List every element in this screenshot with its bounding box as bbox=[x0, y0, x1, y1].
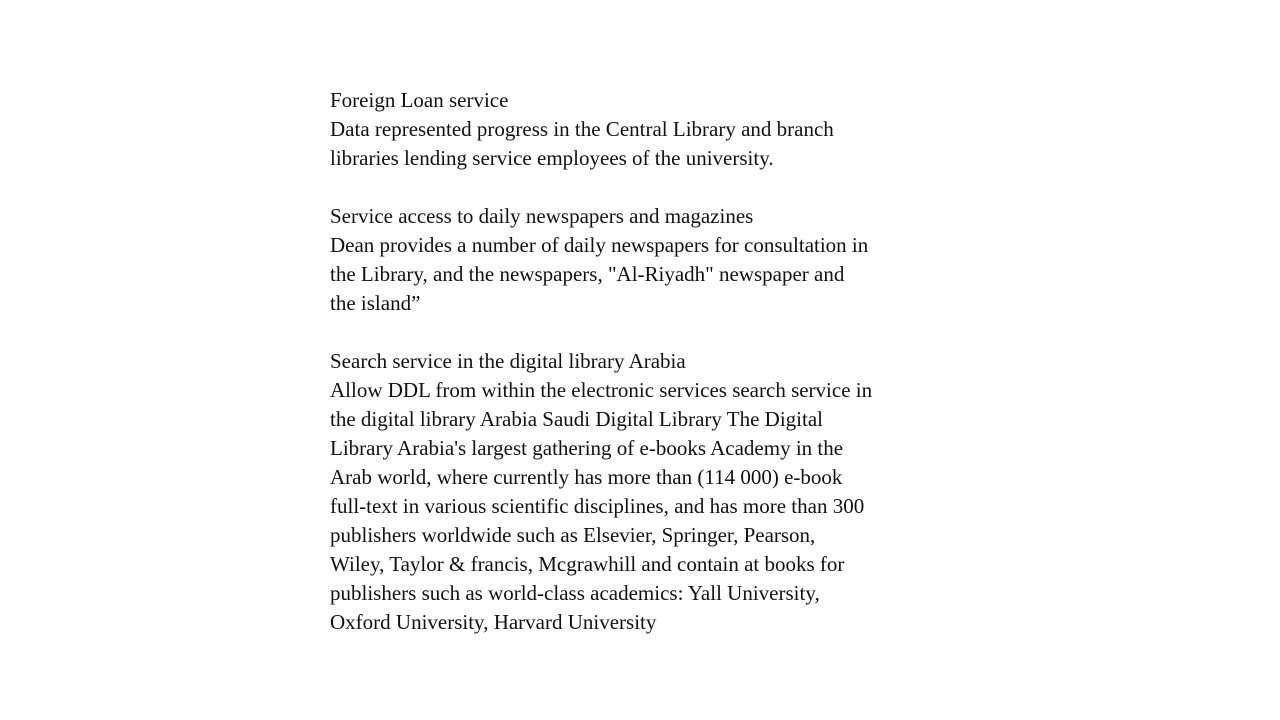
section-spacer bbox=[330, 318, 970, 347]
section-digital-library bbox=[330, 347, 970, 637]
body-line: Wiley, Taylor & francis, Mcgrawhill and contain at books for bbox=[330, 552, 845, 576]
section-foreign-loan bbox=[330, 86, 970, 173]
section-heading: Service access to daily newspapers and magazines bbox=[330, 204, 754, 228]
body-line: the Library, and the newspapers, "Al-Riyadh" newspaper and bbox=[330, 262, 845, 286]
body-line: publishers worldwide such as Elsevier, Springer, Pearson, bbox=[330, 523, 816, 547]
body-line: Arab world, where currently has more than (114 000) e-book bbox=[330, 465, 843, 489]
body-line: publishers such as world-class academics: Yall University, bbox=[330, 581, 820, 605]
body-line: the digital library Arabia Saudi Digital Library The Digital bbox=[330, 407, 823, 431]
text-block bbox=[330, 86, 970, 637]
section-heading: Search service in the digital library Arabia bbox=[330, 349, 686, 373]
body-line: Library Arabia's largest gathering of e-books Academy in the bbox=[330, 436, 844, 460]
body-line: Data represented progress in the Central Library and branch bbox=[330, 117, 834, 141]
body-line: Oxford University, Harvard University bbox=[330, 610, 657, 634]
body-line: the island” bbox=[330, 291, 421, 315]
body-line: Allow DDL from within the electronic services search service in bbox=[330, 378, 873, 402]
body-line: full-text in various scientific disciplines, and has more than 300 bbox=[330, 494, 865, 518]
section-heading: Foreign Loan service bbox=[330, 88, 509, 112]
body-line: Dean provides a number of daily newspapers for consultation in bbox=[330, 233, 869, 257]
section-spacer bbox=[330, 173, 970, 202]
body-line: libraries lending service employees of the university. bbox=[330, 146, 774, 170]
section-newspapers bbox=[330, 202, 970, 318]
